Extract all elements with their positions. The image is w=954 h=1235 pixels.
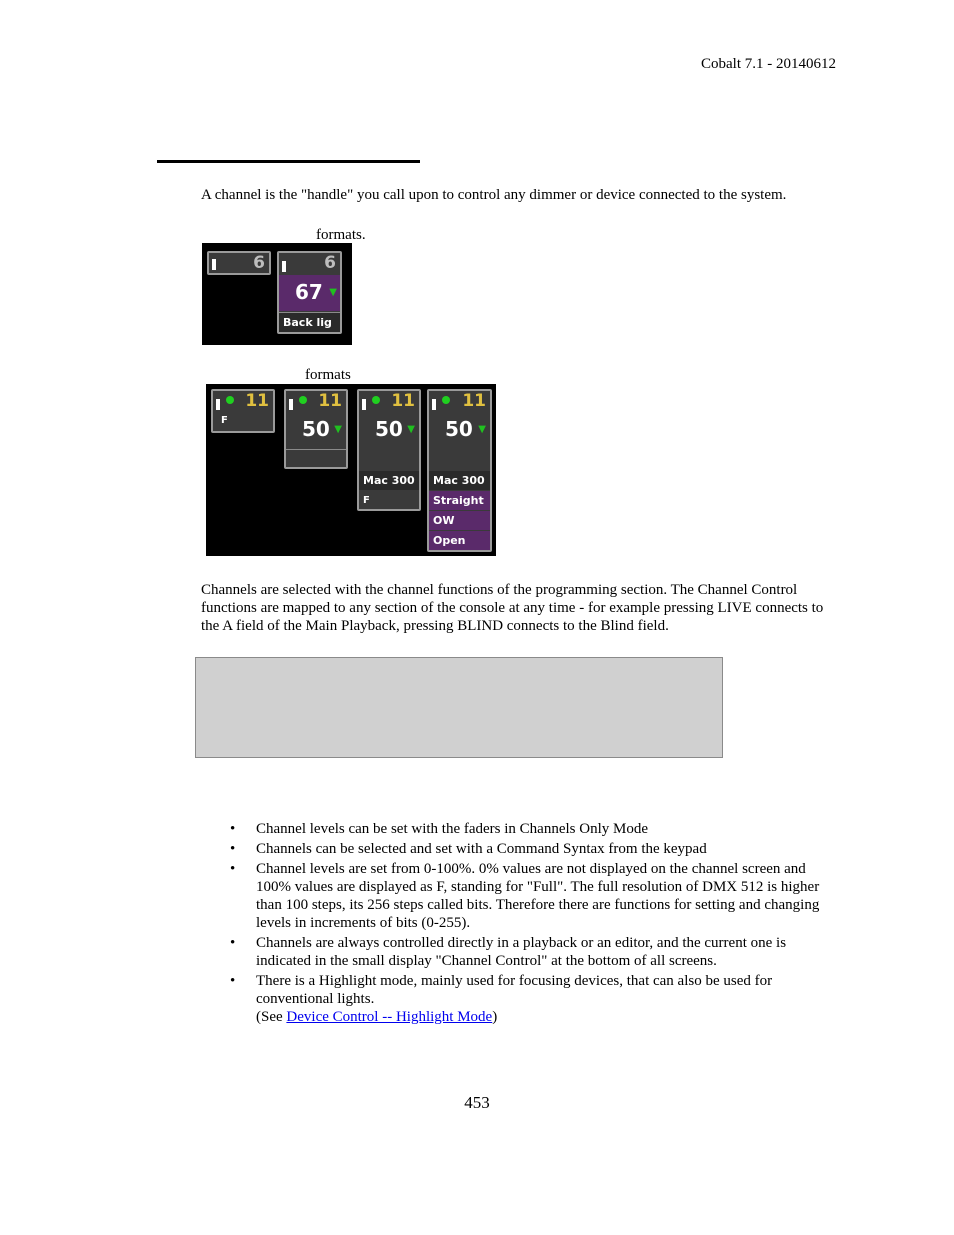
channel-level: 50 [375,417,403,441]
bullet-icon: • [230,935,236,951]
channel-level: 67 [295,280,323,304]
conventional-caption: formats. [316,227,366,243]
channel-level: 50 [445,417,473,441]
see-also-suffix: ) [492,1009,498,1025]
device-param-row: Straight [429,491,490,510]
channel-number: 11 [318,391,342,411]
level-full-text: F [221,415,228,426]
channel-number: 6 [324,253,336,273]
level-bar-icon [282,261,286,272]
device-channel-screenshot [206,384,496,556]
list-item: • Channels can be selected and set with a Command Syntax from the keypad [230,841,707,857]
level-field [279,275,340,311]
channel-level: 50 [302,417,330,441]
level-bar-icon [289,399,293,410]
selection-paragraph: Channels are selected with the channel functions of the programming section. The Channel Control functions are mapped to any section of the console at any time - for example pressing LIVE connects to the A field of the Main Playback, pressing BLIND connects to the Blind field. [201,582,824,634]
status-dot-icon [442,396,450,404]
bullet-icon: • [230,973,236,989]
device-caption: formats [305,367,351,383]
see-also-prefix: (See [256,1009,287,1025]
document-version-header: Cobalt 7.1 - 20140612 [701,56,836,72]
level-bar-icon [212,259,216,270]
bullet-icon: • [230,841,236,857]
channel-number: 11 [391,391,415,411]
level-bar-icon [362,399,366,410]
level-bar-icon [216,399,220,410]
device-param-row: Open [429,531,490,550]
device-tile-detailed [427,389,492,552]
channel-label: Back lig [279,313,340,332]
device-tile-named [357,389,421,511]
list-item: • Channel levels are set from 0-100%. 0% values are not displayed on the channel screen and 100% values are displayed as F, standing for "Full". The full resolution of DMX 512 is higher than 100 steps, its 256 steps called bits. Therefore there are functions for setting and changing levels in increments of bits (0-255). [230,861,820,931]
status-dot-icon [372,396,380,404]
device-param-row: OW [429,511,490,530]
down-arrow-icon: ▼ [329,287,337,298]
list-item: • Channel levels can be set with the faders in Channels Only Mode [230,821,648,837]
intro-paragraph: A channel is the "handle" you call upon to control any dimmer or device connected to the system. [201,187,787,203]
device-name: Mac 300 [359,471,419,490]
level-bar-icon [432,399,436,410]
down-arrow-icon: ▼ [478,424,486,435]
channel-tile-full [277,251,342,334]
note-box [195,657,723,758]
bullet-icon: • [230,861,236,877]
feature-list [230,820,835,1028]
channel-tile-compact [207,251,271,275]
device-name: Mac 300 [429,471,490,490]
list-item: • There is a Highlight mode, mainly used for focusing devices, that can also be used for conventional lights. (See Device Control -- Highlight Mode) [230,973,773,1025]
page-number: 453 [464,1093,490,1112]
channel-number: 6 [253,253,265,273]
device-tile-level [284,389,348,469]
bullet-icon: • [230,821,236,837]
channel-number: 11 [462,391,486,411]
section-title-rule [157,160,420,163]
highlight-mode-link[interactable]: Device Control -- Highlight Mode [286,1009,493,1025]
device-tile-compact [211,389,275,433]
status-dot-icon [226,396,234,404]
divider [286,449,346,450]
conventional-channel-screenshot [202,243,352,345]
down-arrow-icon: ▼ [407,424,415,435]
status-dot-icon [299,396,307,404]
list-item: • Channels are always controlled directly in a playback or an editor, and the current one is indicated in the small display "Channel Control" at the bottom of all screens. [230,935,787,969]
down-arrow-icon: ▼ [334,424,342,435]
channel-number: 11 [245,391,269,411]
device-extra: F [363,495,370,506]
